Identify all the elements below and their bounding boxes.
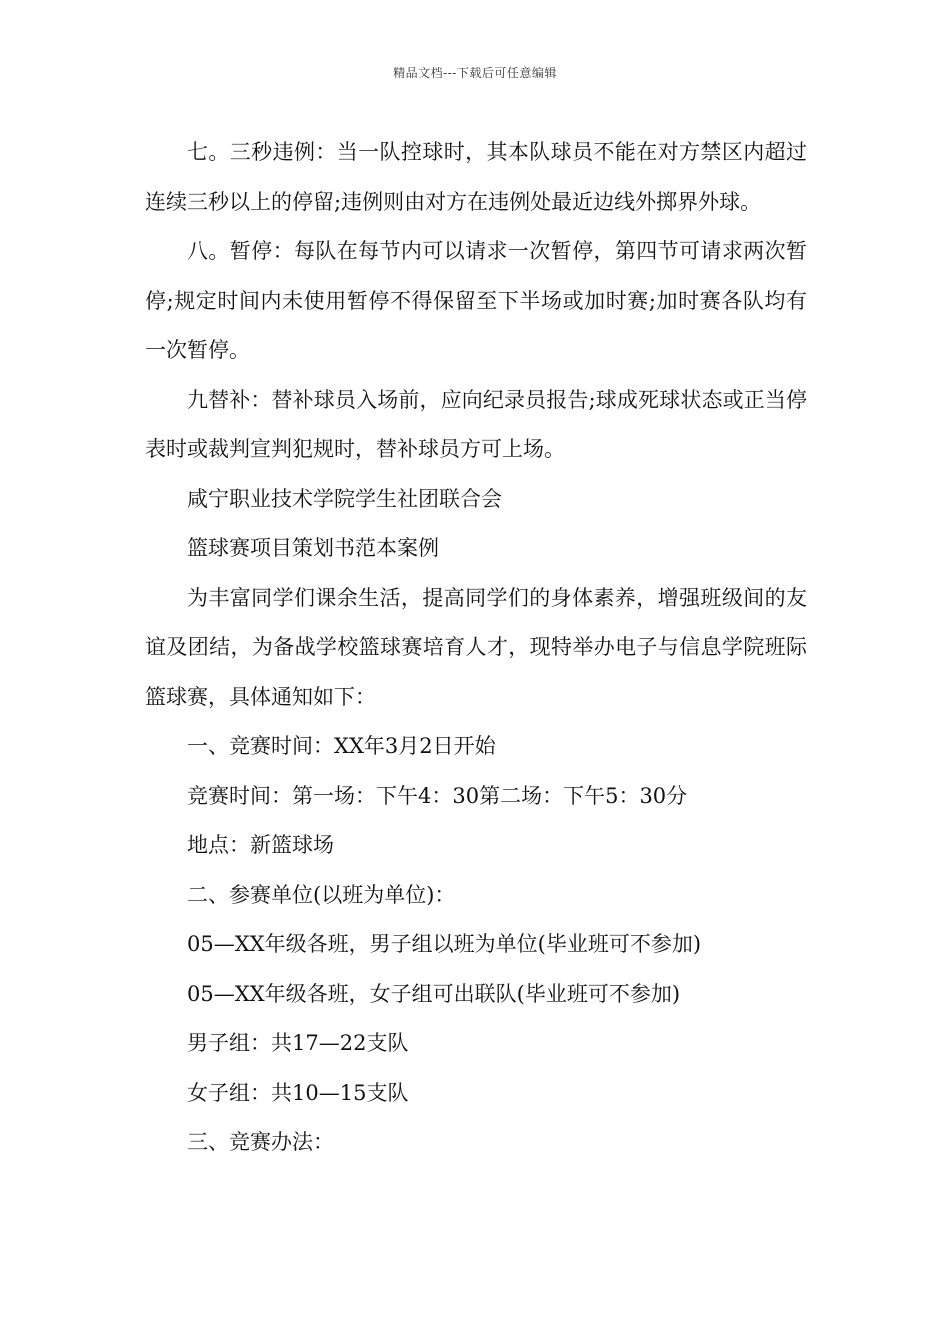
paragraph-timeout: 八。暂停：每队在每节内可以请求一次暂停，第四节可请求两次暂停;规定时间内未使用暂停不得保留至下半场或加时赛;加时赛各队均有一次暂停。: [145, 239, 807, 362]
document-title: 篮球赛项目策划书范本案例: [187, 536, 439, 560]
participants-men: 05—XX年级各班，男子组以班为单位(毕业班可不参加): [187, 932, 702, 956]
page-header: 精品文档---下载后可任意编辑: [393, 66, 557, 80]
men-team-count: 男子组：共17—22支队: [187, 1031, 409, 1055]
paragraph-three-second-violation: 七。三秒违例：当一队控球时，其本队球员不能在对方禁区内超过连续三秒以上的停留;违例则由对方在违例处最近边线外掷界外球。: [145, 140, 807, 214]
paragraph-substitution: 九替补：替补球员入场前，应向纪录员报告;球成死球状态或正当停表时或裁判宣判犯规时，替补球员方可上场。: [145, 387, 807, 461]
section-competition-method: 三、竞赛办法：: [187, 1130, 334, 1154]
section-competition-time: 一、竞赛时间：XX年3月2日开始: [187, 734, 496, 758]
section-participants: 二、参赛单位(以班为单位)：: [187, 882, 456, 907]
document-body: [145, 128, 807, 1168]
match-schedule: 竞赛时间：第一场：下午4：30第二场：下午5：30分: [187, 783, 688, 808]
participants-women: 05—XX年级各班，女子组可出联队(毕业班可不参加): [187, 981, 681, 1006]
organizer-name: 咸宁职业技术学院学生社团联合会: [187, 486, 502, 511]
women-team-count: 女子组：共10—15支队: [187, 1080, 409, 1105]
venue: 地点：新篮球场: [187, 833, 334, 857]
paragraph-introduction: 为丰富同学们课余生活，提高同学们的身体素养，增强班级间的友谊及团结，为备战学校篮球赛培育人才，现特举办电子与信息学院班际篮球赛，具体通知如下：: [145, 585, 807, 709]
